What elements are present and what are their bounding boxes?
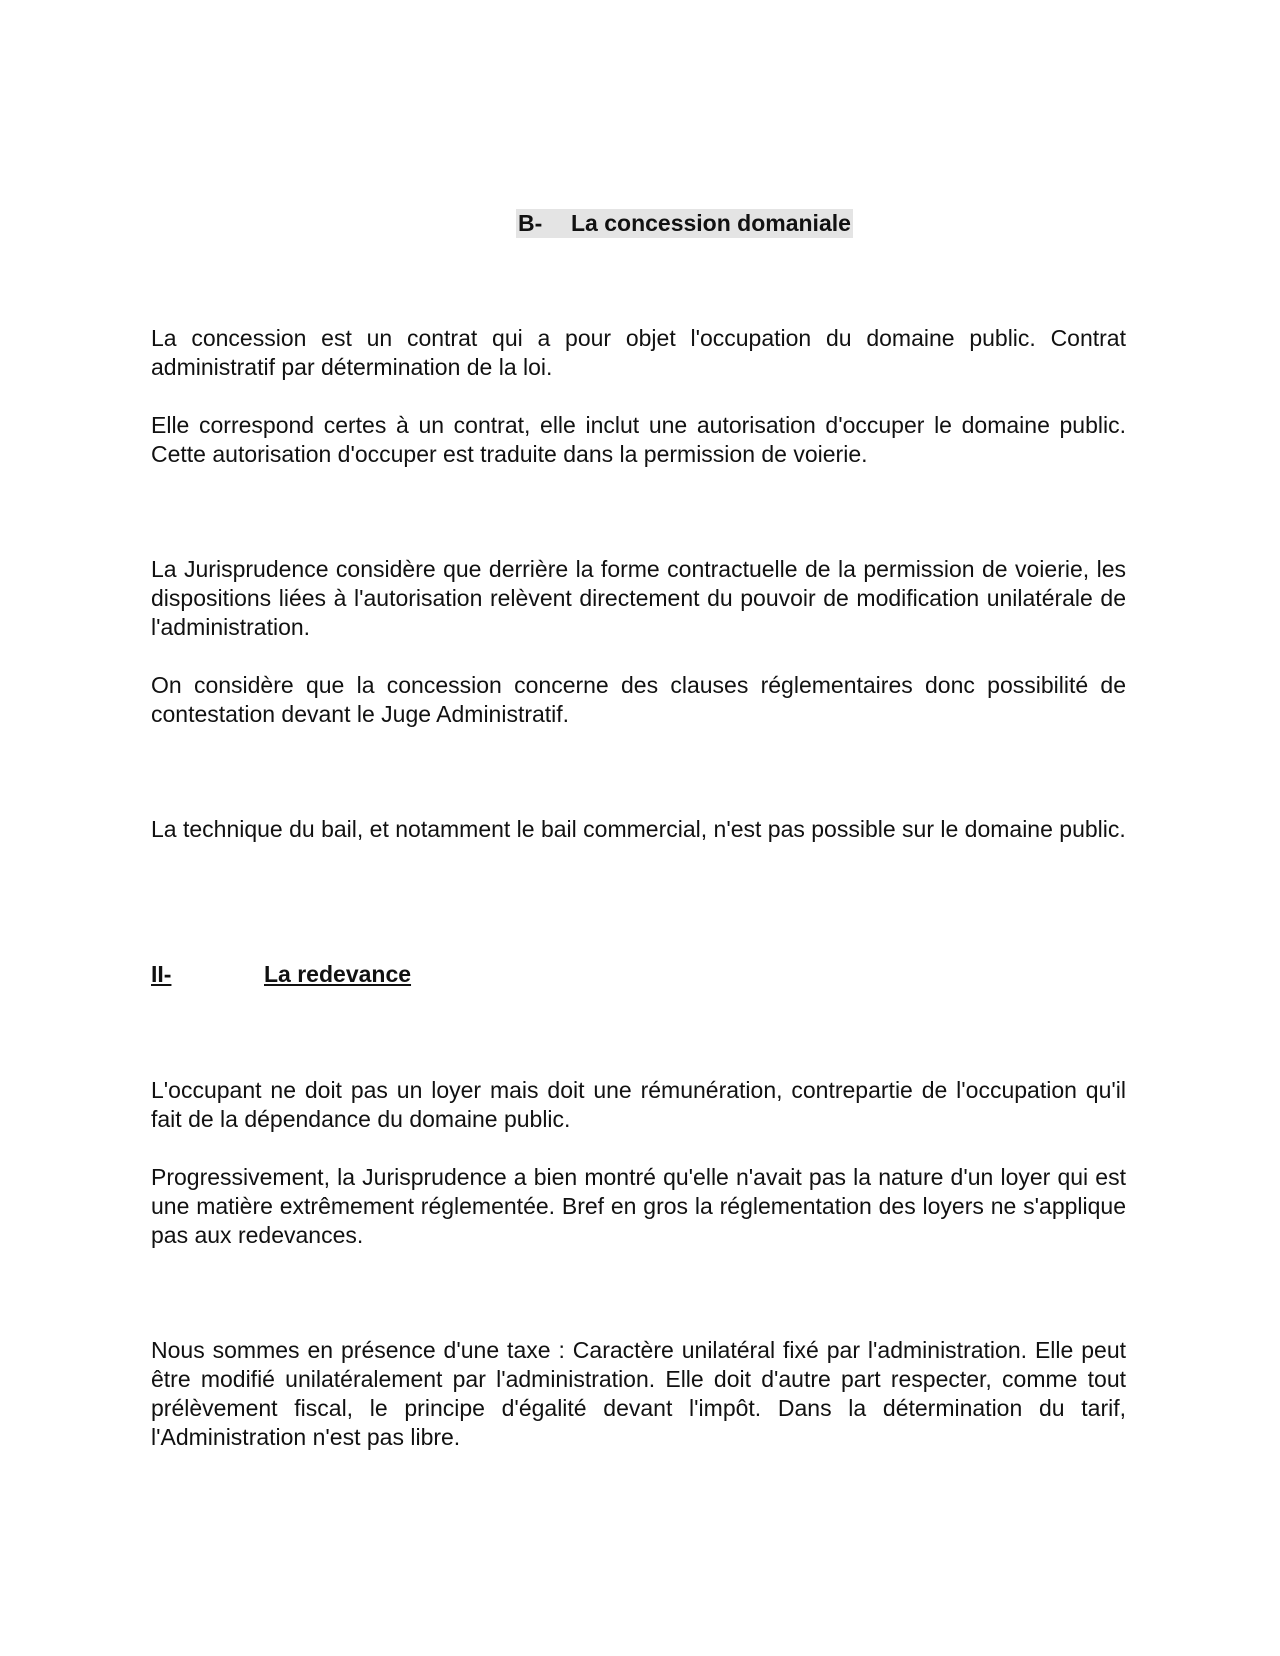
section-number: II-	[151, 961, 172, 987]
paragraph: On considère que la concession concerne des clauses réglementaires donc possibilité de contestation devant le Juge Administratif.	[151, 672, 1126, 727]
paragraph: Nous sommes en présence d'une taxe : Caractère unilatéral fixé par l'administration. Elle peut être modifié unilatéralement par l'administration. Elle doit d'autre part respecter, comme tout prélèvement fiscal, le principe d'égalité devant l'impôt. Dans la détermination du tarif, l'Administration n'est pas libre.	[151, 1337, 1126, 1450]
paragraph: Elle correspond certes à un contrat, elle inclut une autorisation d'occuper le domaine public. Cette autorisation d'occuper est traduite dans la permission de voierie.	[151, 412, 1126, 467]
paragraph: La Jurisprudence considère que derrière la forme contractuelle de la permission de voierie, les dispositions liées à l'autorisation relèvent directement du pouvoir de modification unilatérale de l'administration.	[151, 556, 1126, 640]
section-title: La concession domaniale	[571, 210, 851, 236]
section-title: La redevance	[264, 961, 412, 987]
section-heading-ii	[151, 961, 411, 987]
section-heading-b	[516, 209, 853, 238]
paragraph: La technique du bail, et notamment le bail commercial, n'est pas possible sur le domaine public.	[151, 816, 1126, 842]
paragraph: Progressivement, la Jurisprudence a bien montré qu'elle n'avait pas la nature d'un loyer qui est une matière extrêmement réglementée. Bref en gros la réglementation des loyers ne s'applique pas aux redevances.	[151, 1164, 1126, 1248]
section-number: B-	[518, 210, 543, 236]
paragraph: L'occupant ne doit pas un loyer mais doit une rémunération, contrepartie de l'occupation qu'il fait de la dépendance du domaine public.	[151, 1077, 1126, 1132]
paragraph: La concession est un contrat qui a pour objet l'occupation du domaine public. Contrat administratif par détermination de la loi.	[151, 325, 1126, 380]
